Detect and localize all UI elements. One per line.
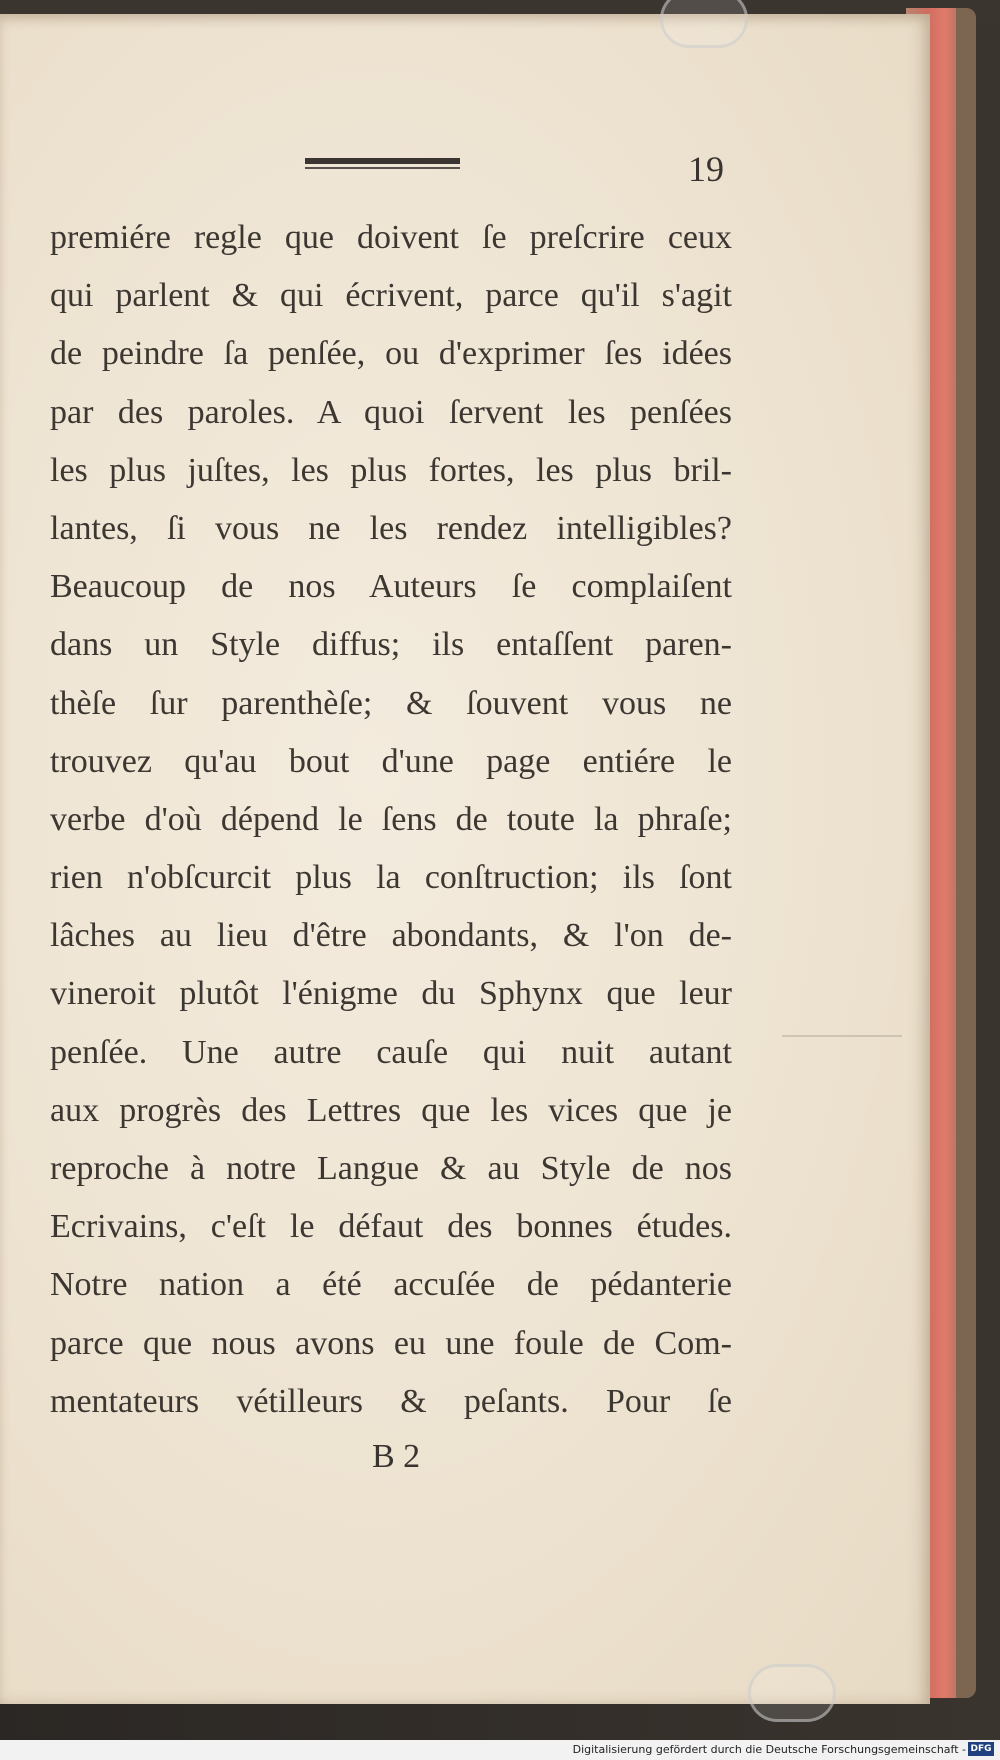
text-line: Ecrivains, c'eſt le défaut des bonnes études. [50,1208,732,1246]
text-line: Beaucoup de nos Auteurs ſe complaiſent [50,568,732,606]
text-line: premiére regle que doivent ſe preſcrire ceux [50,219,732,256]
top-page-clip [660,0,748,48]
text-line: par des paroles. A quoi ſervent les penſées [50,393,732,431]
digitization-credit: Digitalisierung gefördert durch die Deutsche Forschungsgemeinschaft - [572,1743,966,1756]
text-line: mentateurs vétilleurs & peſants. Pour ſe [50,1382,732,1420]
text-line: verbe d'où dépend le ſens de toute la phraſe; [50,800,732,838]
text-line: aux progrès des Lettres que les vices que je [50,1091,732,1129]
text-line: Notre nation a été accuſée de pédanterie [50,1266,732,1304]
text-line: parce que nous avons eu une foule de Com- [50,1324,732,1362]
margin-pencil-mark [782,1035,902,1037]
text-line: lâches au lieu d'être abondants, & l'on de- [50,917,732,955]
text-line: les plus juſtes, les plus fortes, les plus bril- [50,451,732,489]
bottom-page-clip [748,1664,836,1722]
text-line: vineroit plutôt l'énigme du Sphynx que leur [50,975,732,1013]
text-line: penſée. Une autre cauſe qui nuit autant [50,1033,732,1071]
text-line: de peindre ſa penſée, ou d'exprimer ſes idées [50,335,732,373]
text-line: dans un Style diffus; ils entaſſent paren- [50,626,732,664]
page-number: 19 [688,149,724,189]
text-line: qui parlent & qui écrivent, parce qu'il s'agit [50,277,732,315]
signature-mark: B 2 [372,1438,421,1475]
text-line: rien n'obſcurcit plus la conſtruction; ils ſont [50,859,732,897]
ornament-thick-line [305,158,460,164]
text-line: reproche à notre Langue & au Style de nos [50,1150,732,1187]
dfg-logo: DFG [968,1742,994,1756]
text-line: lantes, ſi vous ne les rendez intelligibles? [50,509,732,547]
ornament-thin-line [305,167,460,169]
text-line: thèſe ſur parenthèſe; & ſouvent vous ne [50,684,732,722]
head-ornament-rule [305,158,460,172]
text-line: trouvez qu'au bout d'une page entiére le [50,742,732,780]
body-text [50,218,732,1440]
